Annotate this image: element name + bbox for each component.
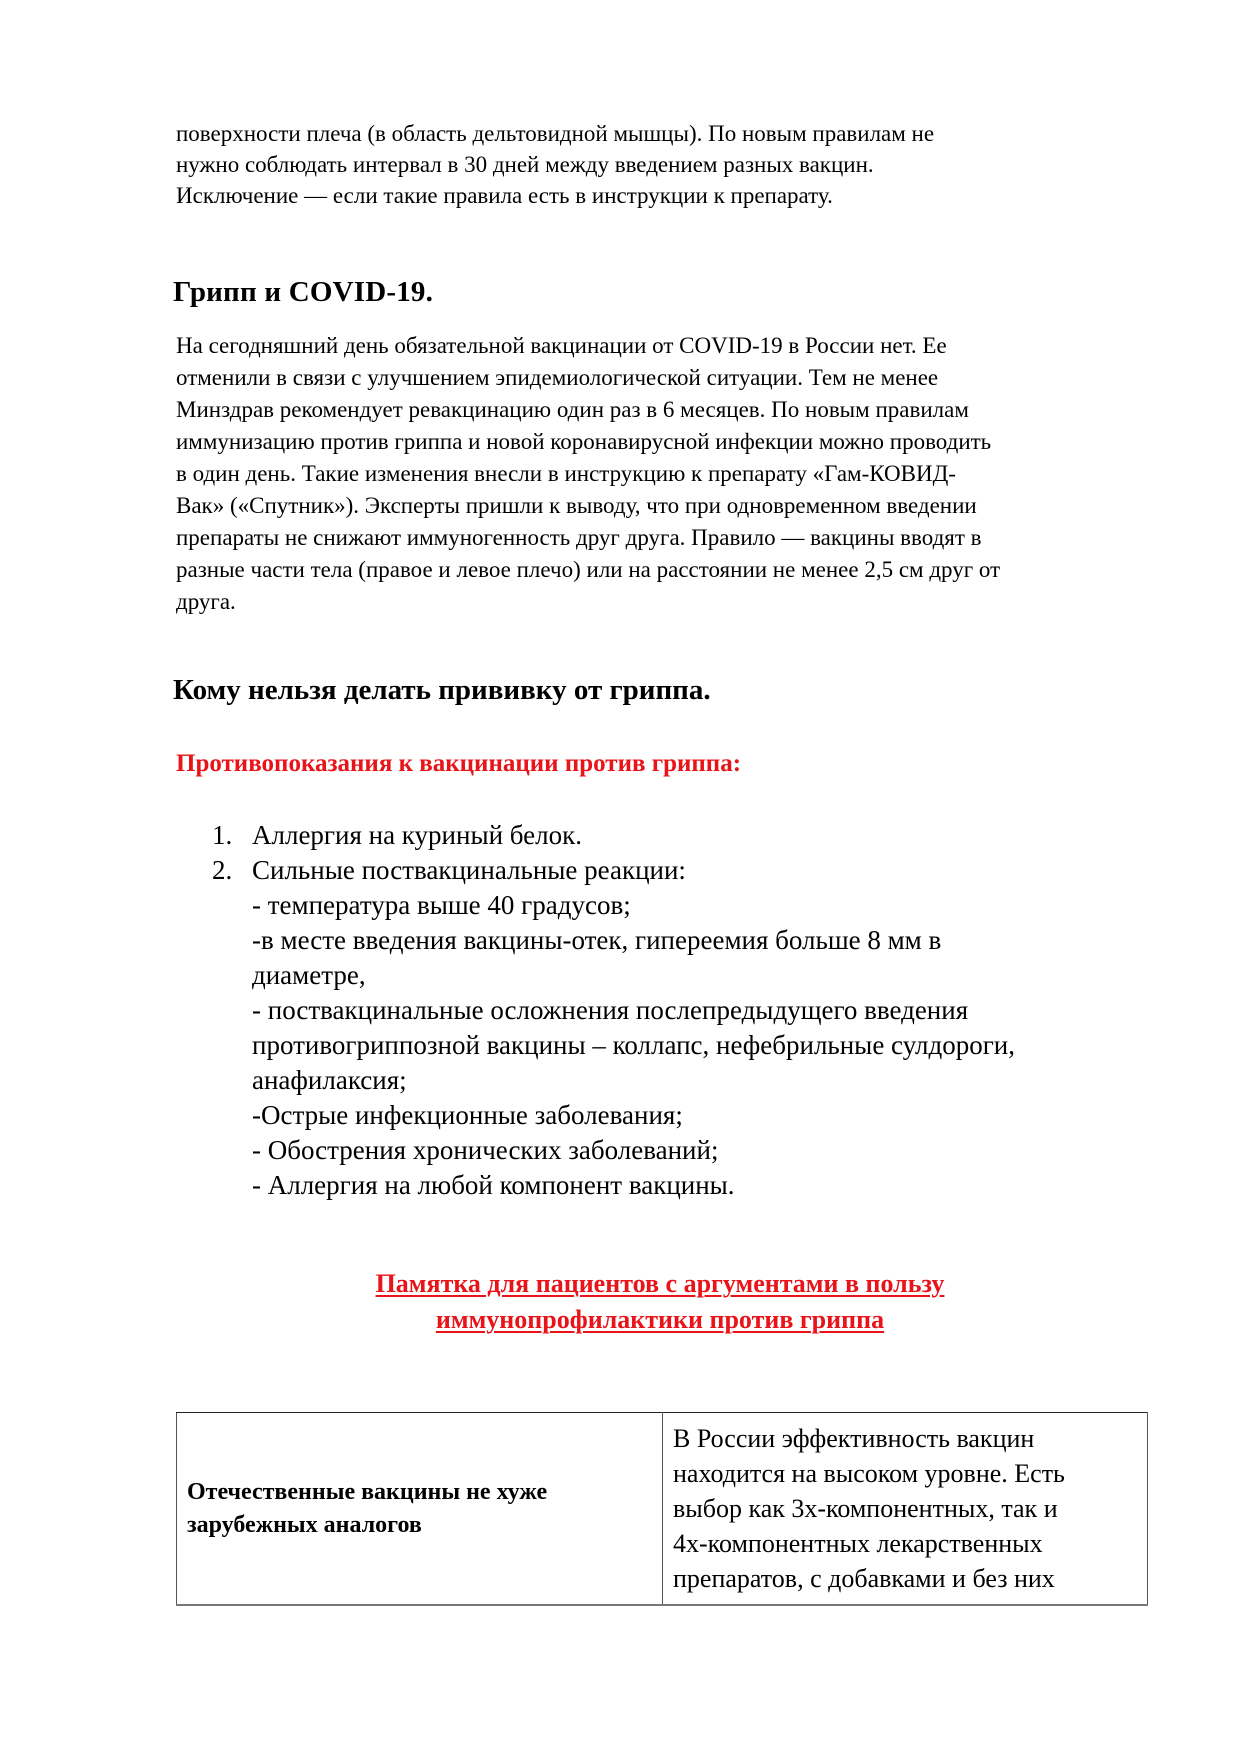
list-item-number: 2. (212, 855, 233, 885)
argument-text-line: препаратов, с добавками и без них (673, 1564, 1055, 1593)
paragraph-line: нужно соблюдать интервал в 30 дней между введением разных вакцин. (176, 152, 874, 177)
list-subline: - температура выше 40 градусов; (252, 890, 631, 920)
paragraph-line: в один день. Такие изменения внесли в инструкцию к препарату «Гам-КОВИД- (176, 461, 956, 486)
paragraph-line: препараты не снижают иммуногенность друг друга. Правило — вакцины вводят в (176, 525, 982, 550)
argument-title-cell (177, 1413, 663, 1606)
list-subline: противогриппозной вакцины – коллапс, нефебрильные сулдороги, (252, 1030, 1015, 1060)
contraindications-subheading: Противопоказания к вакцинации против гриппа: (176, 750, 742, 777)
argument-text-line: выбор как 3х-компонентных, так и (673, 1494, 1058, 1523)
memo-heading (0, 1266, 1241, 1338)
section-heading-covid: Грипп и COVID-19. (173, 276, 434, 308)
covid-paragraph (176, 330, 1176, 618)
paragraph-line: Исключение — если такие правила есть в инструкции к препарату. (176, 183, 833, 208)
argument-text-line: находится на высоком уровне. Есть (673, 1459, 1065, 1488)
argument-title-line: Отечественные вакцины не хуже (187, 1478, 548, 1505)
paragraph-line: отменили в связи с улучшением эпидемиологической ситуации. Тем не менее (176, 365, 939, 390)
list-item-text: Аллергия на куриный белок. (252, 820, 582, 850)
intro-paragraph (176, 118, 1116, 211)
argument-text-line: 4х-компонентных лекарственных (673, 1529, 1043, 1558)
list-subline: -Острые инфекционные заболевания; (252, 1100, 683, 1130)
list-subline: диаметре, (252, 960, 366, 990)
list-subline: - поствакцинальные осложнения послепредыдущего введения (252, 995, 969, 1025)
list-subline: анафилаксия; (252, 1065, 407, 1095)
memo-heading-line: Памятка для пациентов с аргументами в пользу (375, 1269, 945, 1298)
paragraph-line: поверхности плеча (в область дельтовидной мышцы). По новым правилам не (176, 121, 935, 146)
list-subline: - Аллергия на любой компонент вакцины. (252, 1170, 735, 1200)
list-subline: - Обострения хронических заболеваний; (252, 1135, 719, 1165)
table-row (177, 1413, 1148, 1606)
paragraph-line: Минздрав рекомендует ревакцинацию один раз в 6 месяцев. По новым правилам (176, 397, 969, 422)
section-heading-who-cannot: Кому нельзя делать прививку от гриппа. (173, 674, 711, 706)
paragraph-line: Вак» («Спутник»). Эксперты пришли к выводу, что при одновременном введении (176, 493, 977, 518)
paragraph-line: друга. (176, 589, 236, 614)
contraindications-list (212, 818, 1112, 1203)
paragraph-line: иммунизацию против гриппа и новой коронавирусной инфекции можно проводить (176, 429, 992, 454)
paragraph-line: На сегодняшний день обязательной вакцинации от COVID-19 в России нет. Ее (176, 333, 947, 358)
paragraph-line: разные части тела (правое и левое плечо) или на расстоянии не менее 2,5 см друг от (176, 557, 1001, 582)
list-item (212, 853, 1112, 888)
list-subline: -в месте введения вакцины-отек, гипереемия больше 8 мм в (252, 925, 942, 955)
list-item (212, 818, 1112, 853)
argument-title-line: зарубежных аналогов (187, 1511, 422, 1538)
argument-text-line: В России эффективность вакцин (673, 1424, 1035, 1453)
memo-heading-line: иммунопрофилактики против гриппа (435, 1305, 885, 1334)
arguments-table (176, 1412, 1148, 1606)
argument-text-cell (663, 1413, 1148, 1606)
list-item-text: Сильные поствакцинальные реакции: (252, 855, 686, 885)
list-item-number: 1. (212, 820, 233, 850)
